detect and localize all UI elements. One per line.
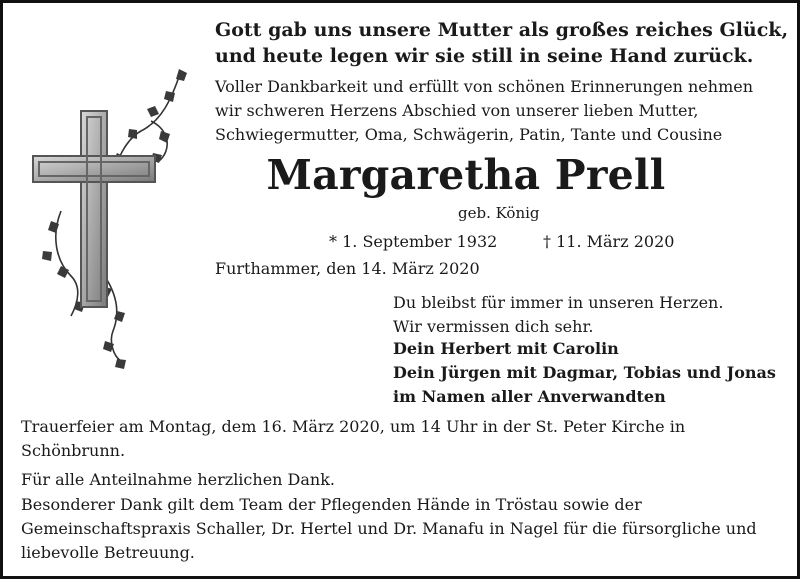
birth-name: geb. König <box>458 204 540 222</box>
funeral-info-line-1: Trauerfeier am Montag, dem 16. März 2020, um 14 Uhr in der St. Peter Kirche in <box>21 417 686 436</box>
intro-line-3: Schwiegermutter, Oma, Schwägerin, Patin, Tante und Cousine <box>215 125 723 144</box>
thanks-line: Für alle Anteilnahme herzlichen Dank. <box>21 470 335 489</box>
farewell-message <box>393 291 723 339</box>
signature-line-2: Dein Jürgen mit Dagmar, Tobias und Jonas <box>393 363 776 382</box>
funeral-info-line-2: Schönbrunn. <box>21 441 126 460</box>
special-thanks-line-1: Besonderer Dank gilt dem Team der Pflegenden Hände in Tröstau sowie der <box>21 495 642 514</box>
special-thanks-line-3: liebevolle Betreuung. <box>21 543 195 562</box>
birth-date: * 1. September 1932 <box>329 232 498 251</box>
intro-text <box>215 75 753 147</box>
special-thanks-line-2: Gemeinschaftspraxis Schaller, Dr. Hertel und Dr. Manafu in Nagel für die fürsorgliche und <box>21 519 757 538</box>
intro-line-2: wir schweren Herzens Abschied von unserer lieben Mutter, <box>215 101 699 120</box>
message-line-2: Wir vermissen dich sehr. <box>393 317 594 336</box>
signature-line-1: Dein Herbert mit Carolin <box>393 339 619 358</box>
motto-line-2: und heute legen wir sie still in seine Hand zurück. <box>215 45 754 67</box>
death-date: † 11. März 2020 <box>543 232 675 251</box>
motto-line-1: Gott gab uns unsere Mutter als großes reiches Glück, <box>215 19 789 41</box>
cross-with-ivy-icon <box>21 61 211 371</box>
intro-line-1: Voller Dankbarkeit und erfüllt von schönen Erinnerungen nehmen <box>215 77 754 96</box>
signature-line-3: im Namen aller Anverwandten <box>393 387 666 406</box>
message-line-1: Du bleibst für immer in unseren Herzen. <box>393 293 724 312</box>
place-date: Furthammer, den 14. März 2020 <box>215 259 480 278</box>
deceased-name: Margaretha Prell <box>266 151 666 199</box>
cross-shape <box>33 111 155 307</box>
motto <box>215 17 788 69</box>
